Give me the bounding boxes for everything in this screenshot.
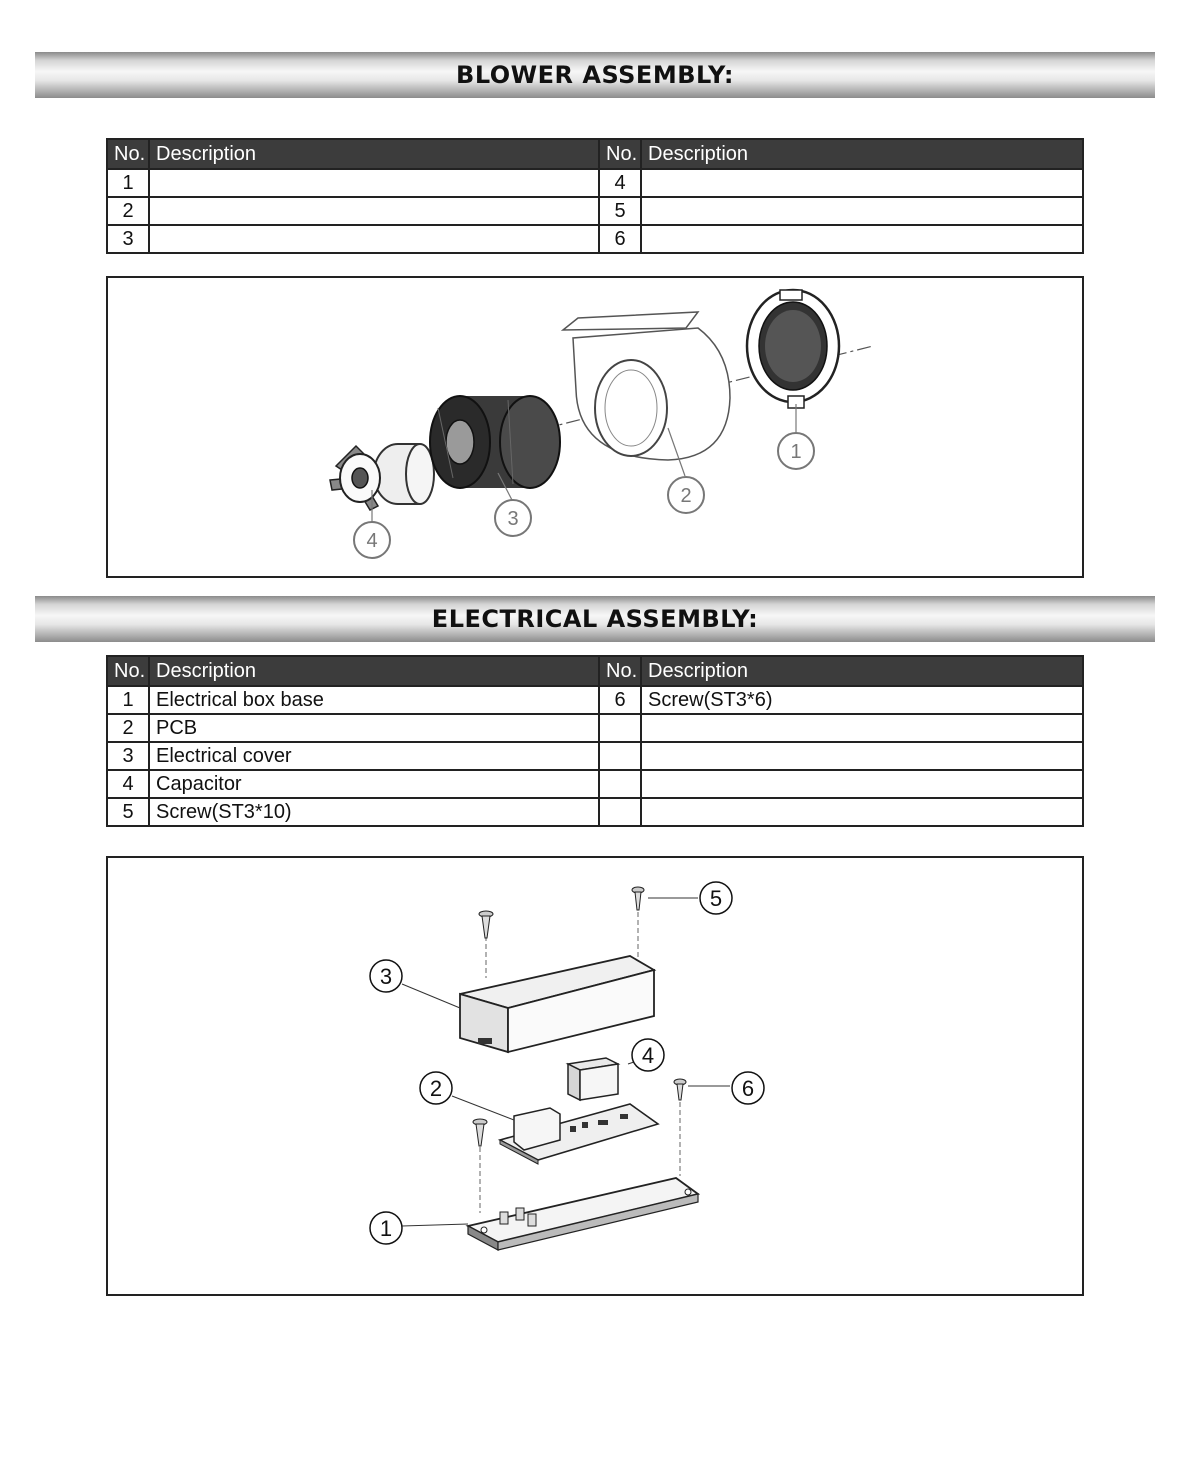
column-header-description: Description — [641, 139, 1083, 169]
table-header-row — [107, 139, 1083, 169]
svg-text:2: 2 — [429, 1076, 443, 1101]
electrical-box-base-illustration — [468, 1178, 698, 1250]
part-number — [599, 798, 641, 826]
svg-text:5: 5 — [709, 886, 723, 911]
callout-4 — [632, 1039, 664, 1071]
part-number: 4 — [107, 770, 149, 798]
part-description: Screw(ST3*6) — [641, 686, 1083, 714]
screw-part-illustration — [473, 1119, 487, 1146]
electrical-parts-table — [106, 655, 1084, 827]
part-description — [641, 742, 1083, 770]
callout-2 — [668, 477, 704, 513]
part-description — [641, 714, 1083, 742]
callout-6 — [732, 1072, 764, 1104]
svg-text:4: 4 — [366, 530, 378, 552]
part-number: 1 — [107, 686, 149, 714]
svg-text:4: 4 — [641, 1043, 655, 1068]
table-row — [107, 686, 1083, 714]
callout-1 — [778, 433, 814, 469]
part-number: 6 — [599, 686, 641, 714]
column-header-description: Description — [149, 139, 599, 169]
part-number: 3 — [107, 225, 149, 253]
part-description — [641, 225, 1083, 253]
blower-exploded-diagram — [106, 276, 1084, 578]
part-description — [149, 197, 599, 225]
part-description: PCB — [149, 714, 599, 742]
housing-part-illustration — [563, 312, 730, 460]
impeller-part-illustration — [430, 396, 560, 488]
part-number: 1 — [107, 169, 149, 197]
electrical-exploded-diagram — [106, 856, 1084, 1296]
callout-5 — [700, 882, 732, 914]
callout-3 — [370, 960, 402, 992]
part-description — [641, 197, 1083, 225]
part-number — [599, 742, 641, 770]
callout-1 — [370, 1212, 402, 1244]
part-description: Electrical box base — [149, 686, 599, 714]
svg-text:3: 3 — [379, 964, 393, 989]
callout-2 — [420, 1072, 452, 1104]
part-number: 2 — [107, 197, 149, 225]
table-row — [107, 742, 1083, 770]
table-row — [107, 169, 1083, 197]
screw-part-illustration — [632, 887, 644, 910]
part-description — [149, 225, 599, 253]
column-header-no: No. — [107, 656, 149, 686]
electrical-section-banner — [35, 596, 1155, 642]
screw-part-illustration — [674, 1079, 686, 1100]
svg-text:2: 2 — [680, 485, 692, 507]
column-header-no: No. — [599, 656, 641, 686]
part-description — [641, 798, 1083, 826]
part-number: 4 — [599, 169, 641, 197]
callout-4 — [354, 522, 390, 558]
part-description: Screw(ST3*10) — [149, 798, 599, 826]
column-header-no: No. — [599, 139, 641, 169]
svg-text:1: 1 — [379, 1216, 393, 1241]
part-description — [641, 169, 1083, 197]
part-number — [599, 714, 641, 742]
part-number: 6 — [599, 225, 641, 253]
part-number: 2 — [107, 714, 149, 742]
callout-3 — [495, 500, 531, 536]
svg-text:1: 1 — [790, 441, 802, 463]
blower-section-banner — [35, 52, 1155, 98]
svg-text:6: 6 — [741, 1076, 755, 1101]
part-description — [641, 770, 1083, 798]
grille-ring-part-illustration — [747, 290, 839, 408]
electrical-diagram-svg — [108, 858, 1082, 1294]
svg-text:3: 3 — [507, 508, 519, 530]
table-header-row — [107, 656, 1083, 686]
table-row — [107, 197, 1083, 225]
motor-part-illustration — [330, 444, 434, 510]
part-number: 5 — [107, 798, 149, 826]
table-row — [107, 798, 1083, 826]
column-header-no: No. — [107, 139, 149, 169]
capacitor-illustration — [568, 1058, 618, 1100]
blower-section-title: BLOWER ASSEMBLY: — [456, 61, 734, 89]
part-number — [599, 770, 641, 798]
table-row — [107, 770, 1083, 798]
column-header-description: Description — [149, 656, 599, 686]
electrical-cover-illustration — [460, 956, 654, 1052]
blower-diagram-svg — [108, 278, 1082, 576]
part-description: Electrical cover — [149, 742, 599, 770]
table-row — [107, 225, 1083, 253]
part-description — [149, 169, 599, 197]
table-row — [107, 714, 1083, 742]
part-number: 3 — [107, 742, 149, 770]
screw-part-illustration — [479, 911, 493, 938]
electrical-section-title: ELECTRICAL ASSEMBLY: — [431, 605, 759, 633]
part-number: 5 — [599, 197, 641, 225]
pcb-illustration — [500, 1104, 658, 1164]
column-header-description: Description — [641, 656, 1083, 686]
blower-parts-table — [106, 138, 1084, 254]
part-description: Capacitor — [149, 770, 599, 798]
